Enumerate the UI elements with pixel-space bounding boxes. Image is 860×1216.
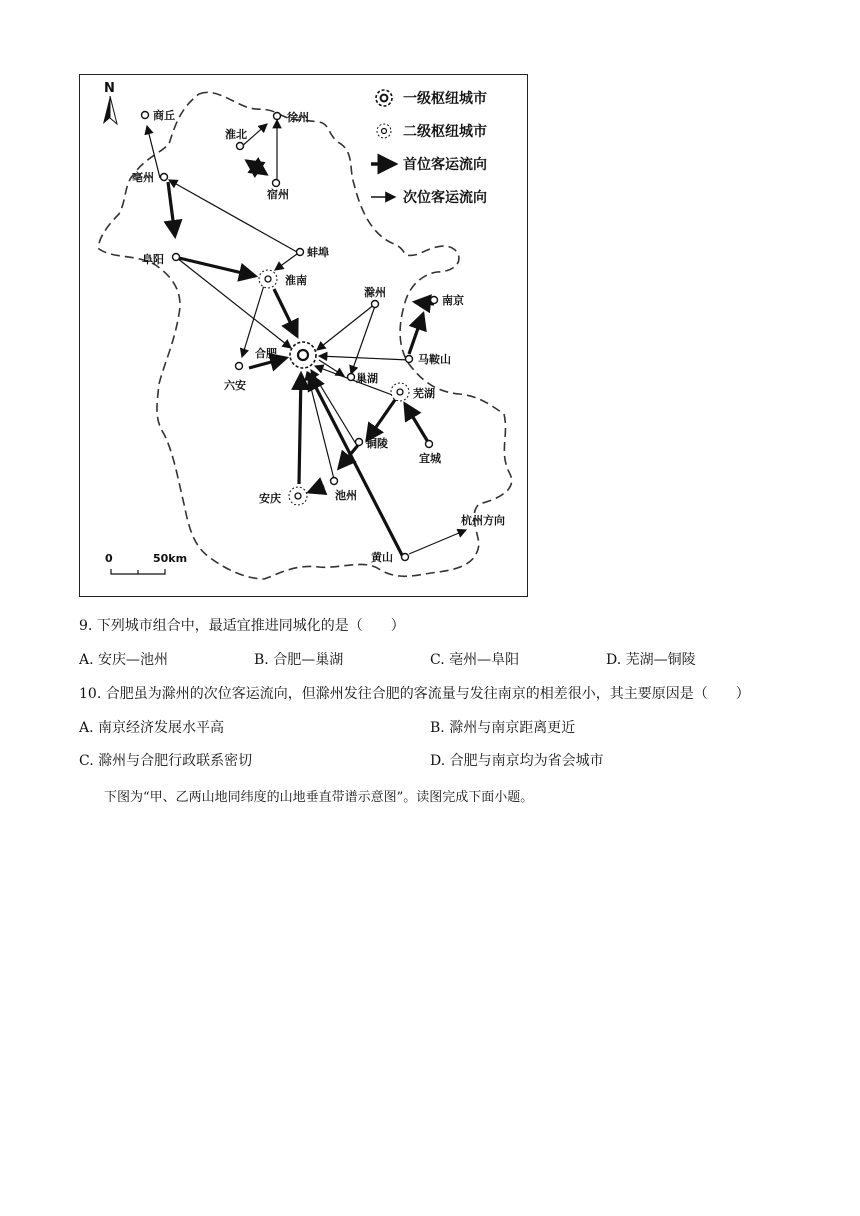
question-10-option-c: C. 滁州与合肥行政联系密切 xyxy=(79,753,253,769)
question-9-option-c: C. 亳州—阜阳 xyxy=(430,652,520,668)
hangzhou-direction: 杭州方向 xyxy=(461,514,505,527)
city-hefei: 合肥 xyxy=(255,347,277,360)
city-tongling: 铜陵 xyxy=(366,437,388,450)
legend-second-hub: 二级枢纽城市 xyxy=(403,124,487,140)
question-10-option-d: D. 合肥与南京均为省会城市 xyxy=(430,753,604,769)
transport-flow-map xyxy=(79,74,528,597)
city-fuyang: 阜阳 xyxy=(142,253,164,266)
question-10-option-a: A. 南京经济发展水平高 xyxy=(79,720,225,736)
city-xuancheng: 宜城 xyxy=(419,452,441,465)
city-bozhou: 亳州 xyxy=(132,171,154,184)
city-maanshan: 马鞍山 xyxy=(418,353,451,366)
city-chuzhou: 滁州 xyxy=(364,286,386,299)
first-level-hub-hefei xyxy=(290,342,316,368)
question-9-option-d: D. 芜湖—铜陵 xyxy=(606,652,696,668)
svg-text:N: N xyxy=(104,81,115,96)
city-huangshan: 黄山 xyxy=(371,551,393,564)
legend xyxy=(371,90,487,206)
scale-bar xyxy=(105,552,187,574)
svg-text:0: 0 xyxy=(105,552,113,565)
legend-primary-flow: 首位客运流向 xyxy=(403,157,487,173)
secondary-flows xyxy=(147,120,466,554)
city-suzhou: 宿州 xyxy=(267,188,289,201)
north-arrow-icon xyxy=(103,81,117,124)
city-chaohu: 巢湖 xyxy=(356,372,378,385)
city-chizhou: 池州 xyxy=(335,489,357,502)
city-huainan: 淮南 xyxy=(285,274,307,287)
question-10-stem: 10. 合肥虽为滁州的次位客运流向，但滁州发往合肥的客流量与发往南京的相差很小，其主要原因是（ ） xyxy=(79,686,750,702)
city-anqing: 安庆 xyxy=(259,492,281,505)
legend-first-hub: 一级枢纽城市 xyxy=(403,91,487,107)
city-huaibei: 淮北 xyxy=(225,128,247,141)
city-labels xyxy=(132,108,505,564)
city-luan: 六安 xyxy=(224,379,246,392)
city-bengbu: 蚌埠 xyxy=(307,246,329,259)
city-shangqiu: 商丘 xyxy=(153,109,175,122)
city-nanjing: 南京 xyxy=(442,294,464,307)
question-9-stem: 9. 下列城市组合中，最适宜推进同城化的是（ ） xyxy=(79,618,405,634)
question-9-option-b: B. 合肥—巢湖 xyxy=(254,652,344,668)
city-wuhu: 芜湖 xyxy=(413,387,435,400)
question-9-option-a: A. 安庆—池州 xyxy=(79,652,169,668)
legend-secondary-flow: 次位客运流向 xyxy=(403,190,487,206)
next-section-intro: 下图为“甲、乙两山地同纬度的山地垂直带谱示意图”。读图完成下面小题。 xyxy=(104,790,534,805)
city-xuzhou: 徐州 xyxy=(287,111,309,124)
svg-text:50km: 50km xyxy=(153,552,188,565)
question-10-option-b: B. 滁州与南京距离更近 xyxy=(430,720,576,736)
